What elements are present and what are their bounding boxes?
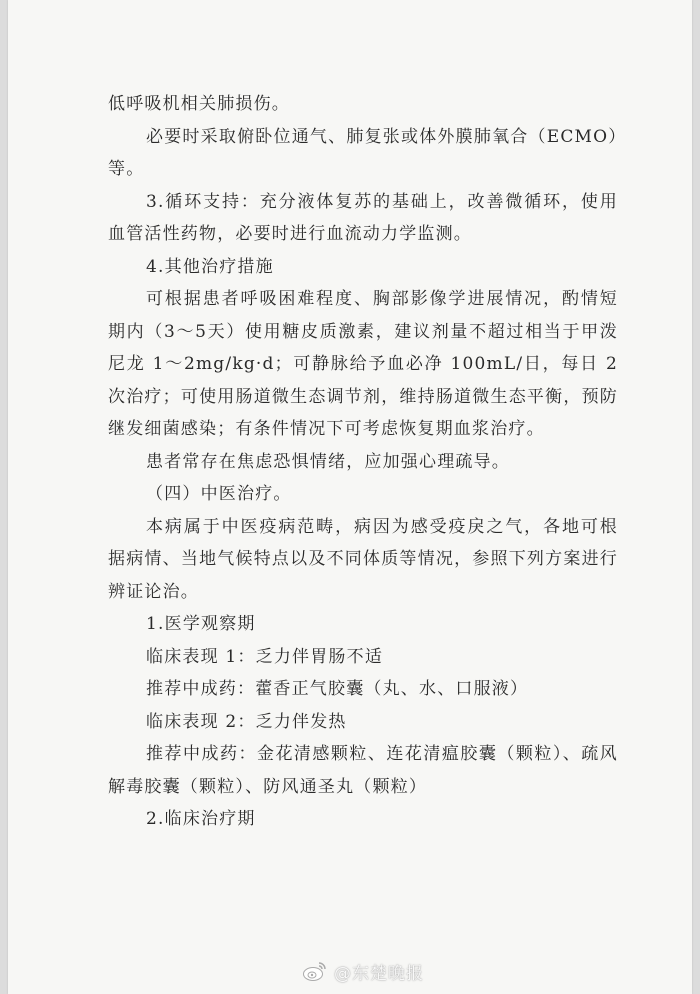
paragraph: 3.循环支持：充分液体复苏的基础上，改善微循环，使用血管活性药物，必要时进行血流动力学监测。	[108, 191, 618, 244]
paragraph: 患者常存在焦虑恐惧情绪，应加强心理疏导。	[146, 451, 510, 472]
paragraph: 临床表现 2：乏力伴发热	[146, 711, 347, 732]
watermark-text: @东楚晚报	[334, 963, 424, 984]
section-heading: 2.临床治疗期	[146, 809, 256, 829]
document-page	[8, 0, 692, 994]
paragraph: 必要时采取俯卧位通气、肺复张或体外膜肺氧合（ECMO）等。	[108, 126, 618, 179]
watermark	[302, 956, 432, 986]
paragraph: 本病属于中医疫病范畴，病因为感受疫戾之气，各地可根据病情、当地气候特点以及不同体质等情况，参照下列方案进行辨证论治。	[108, 516, 618, 602]
section-heading: （四）中医治疗。	[146, 484, 292, 504]
paragraph: 推荐中成药：藿香正气胶囊（丸、水、口服液）	[146, 679, 529, 699]
paragraph: 可根据患者呼吸困难程度、胸部影像学进展情况，酌情短期内（3～5天）使用糖皮质激素，建议剂量不超过相当于甲泼尼龙 1～2mg/kg·d；可静脉给予血必净 100mL/日，每日 2 次治疗；可使用肠道微生态调节剂，维持肠道微生态平衡，预防继发细菌感染；有条件情况下可考虑恢复期血浆治疗。	[108, 289, 618, 439]
document-body	[108, 88, 618, 836]
weibo-logo-icon	[302, 960, 328, 982]
paragraph: 推荐中成药：金花清感颗粒、连花清瘟胶囊（颗粒）、疏风解毒胶囊（颗粒）、防风通圣丸（颗粒）	[108, 744, 618, 797]
section-heading: 1.医学观察期	[146, 614, 256, 634]
paragraph: 临床表现 1：乏力伴胃肠不适	[146, 646, 384, 667]
paragraph: 低呼吸机相关肺损伤。	[108, 94, 290, 114]
section-heading: 4.其他治疗措施	[146, 256, 274, 277]
